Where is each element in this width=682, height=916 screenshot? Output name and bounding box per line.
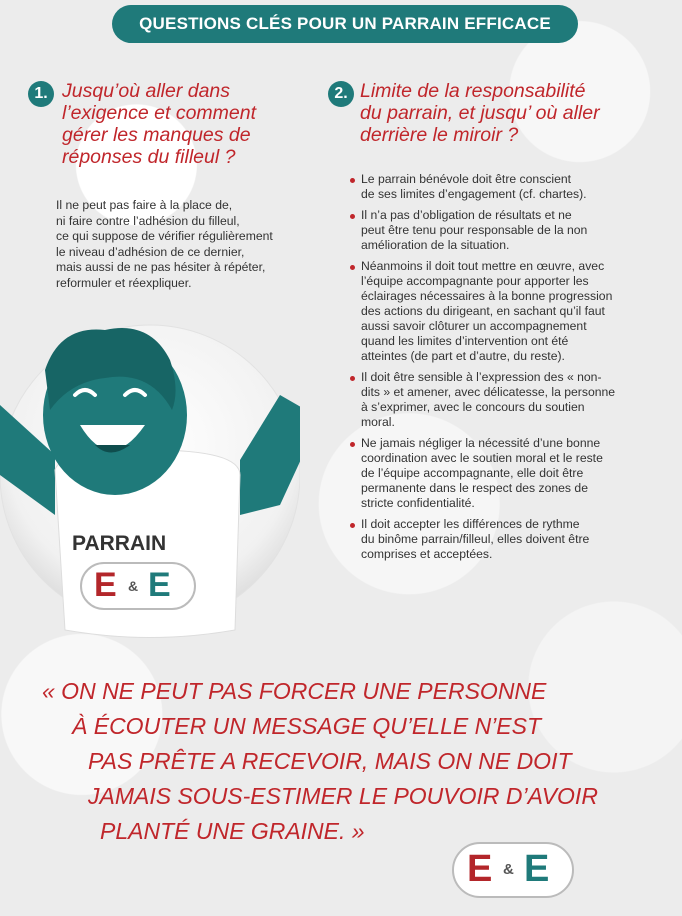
logo-ampersand: &	[503, 861, 514, 878]
quote-line: PLANTÉ UNE GRAINE. »	[100, 818, 365, 844]
bullet-line: de ses limites d’engagement (cf. chartes).	[361, 187, 587, 201]
bullet-line: stricte confidentialité.	[361, 496, 475, 510]
bullet-line: amélioration de la situation.	[361, 238, 510, 252]
mascot-logo	[80, 562, 196, 610]
question-1-title-line: gérer les manques de	[62, 124, 251, 146]
bullet-line: à s’exprimer, avec le concours du soutien	[361, 400, 585, 414]
question-1-title	[62, 80, 256, 168]
bullet-line: Il doit accepter les différences de rythme	[361, 517, 580, 531]
answer-line: Il ne peut pas faire à la place de,	[56, 198, 233, 212]
bullet-line: Néanmoins il doit tout mettre en œuvre, avec	[361, 259, 605, 273]
bullet-line: comprises et acceptées.	[361, 547, 493, 561]
answer-line: ce qui suppose de vérifier régulièrement	[56, 229, 273, 243]
question-2-bullet-list	[350, 172, 650, 568]
logo-right-letter: E	[524, 848, 550, 890]
answer-line: le niveau d’adhésion de ce dernier,	[56, 244, 245, 259]
footer-logo	[452, 842, 574, 898]
bullet-item	[350, 436, 650, 511]
bullet-dot-icon	[350, 442, 355, 447]
bullet-line: atteintes (de part et d’autre, du reste).	[361, 349, 565, 363]
bullet-dot-icon	[350, 214, 355, 219]
question-2-number: 2.	[328, 81, 354, 107]
logo-ampersand: &	[128, 578, 139, 594]
answer-line: mais aussi de ne pas hésiter à répéter,	[56, 260, 266, 274]
bullet-line: peut être tenu pour responsable de la non	[361, 223, 588, 237]
bullet-dot-icon	[350, 523, 355, 528]
answer-line: reformuler et réexpliquer.	[56, 275, 192, 290]
question-2-title-line: derrière le miroir ?	[360, 124, 519, 146]
bullet-line: de l’équipe accompagnante, elle doit être	[361, 466, 584, 480]
bullet-line: Ne jamais négliger la nécessité d’une bonne	[361, 436, 601, 450]
question-1-title-line: réponses du filleul ?	[62, 146, 236, 168]
bullet-line: des actions du dirigeant, en sachant qu’il faut	[361, 304, 605, 318]
mascot-label: PARRAIN	[72, 532, 167, 555]
bullet-line: aussi savoir clôturer un accompagnement	[361, 319, 587, 333]
bullet-line: moral.	[361, 415, 395, 429]
question-2-title	[360, 80, 600, 146]
bullet-item	[350, 370, 650, 430]
question-1-title-line: l’exigence et comment	[62, 102, 257, 124]
bullet-dot-icon	[350, 376, 355, 381]
quote-line: JAMAIS SOUS-ESTIMER LE POUVOIR D’AVOIR	[88, 783, 598, 809]
bullet-line: quand les limites d’intervention ont été	[361, 334, 569, 348]
page-banner-title: QUESTIONS CLÉS POUR UN PARRAIN EFFICACE	[112, 5, 578, 43]
bullet-item	[350, 172, 650, 202]
bullet-item	[350, 517, 650, 562]
bullet-item	[350, 208, 650, 253]
question-1-title-line: Jusqu’où aller dans	[62, 80, 231, 102]
logo-left-letter: E	[94, 566, 117, 604]
quote-line: PAS PRÊTE A RECEVOIR, MAIS ON NE DOIT	[88, 748, 572, 774]
bullet-line: Il doit être sensible à l’expression des « non-	[361, 370, 602, 384]
parrain-mascot	[0, 300, 300, 660]
bullet-dot-icon	[350, 178, 355, 183]
closing-quote	[0, 674, 682, 849]
logo-left-letter: E	[467, 848, 493, 890]
question-1-answer	[56, 198, 273, 291]
bullet-line: Il n’a pas d’obligation de résultats et ne	[361, 208, 572, 222]
bullet-line: coordination avec le soutien moral et le reste	[361, 451, 603, 465]
answer-line: ni faire contre l’adhésion du filleul,	[56, 213, 240, 228]
quote-line: À ÉCOUTER UN MESSAGE QU’ELLE N’EST	[72, 713, 542, 739]
question-2-title-line: du parrain, et jusqu’ où aller	[360, 102, 600, 124]
bullet-line: permanente dans le respect des zones de	[361, 481, 588, 495]
bullet-dot-icon	[350, 265, 355, 270]
bullet-line: du binôme parrain/filleul, elles doivent être	[361, 532, 590, 546]
question-1-number: 1.	[28, 81, 54, 107]
question-2-title-line: Limite de la responsabilité	[360, 80, 586, 102]
quote-line: « ON NE PEUT PAS FORCER UNE PERSONNE	[42, 678, 547, 704]
logo-right-letter: E	[148, 566, 171, 604]
bullet-line: Le parrain bénévole doit être conscient	[361, 172, 572, 186]
bullet-item	[350, 259, 650, 364]
bullet-line: l’équipe accompagnante pour apporter les	[361, 274, 589, 288]
bullet-line: éclairages nécessaires à la bonne progression	[361, 289, 613, 303]
bullet-line: dits » et amener, avec délicatesse, la personne	[361, 385, 616, 399]
